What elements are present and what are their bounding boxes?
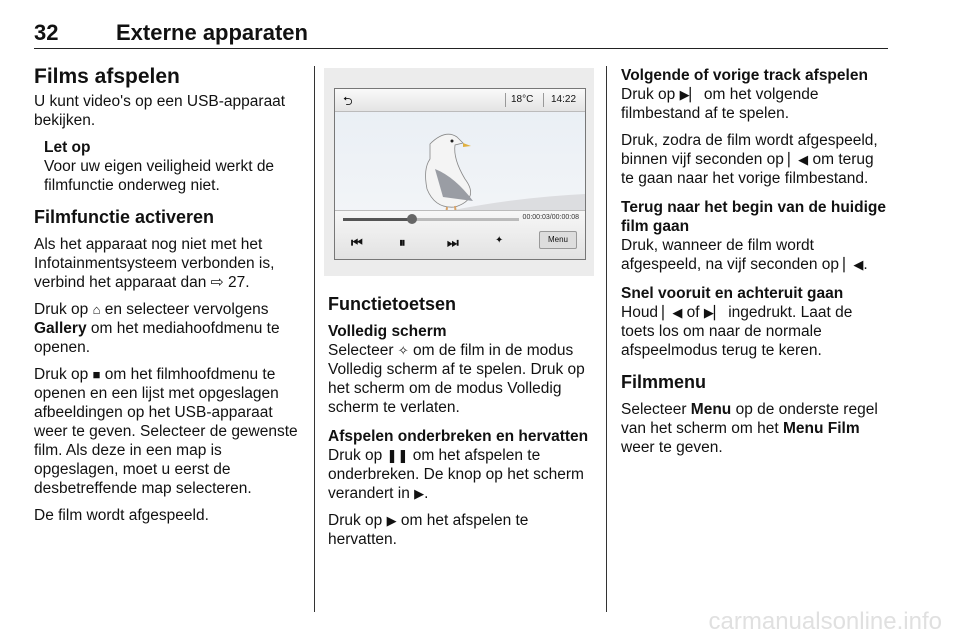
progress-bar[interactable] (343, 218, 519, 221)
menu-film-label: Menu Film (782, 420, 860, 437)
watermark: carmanualsonline.info (708, 608, 942, 635)
pause-icon: ❚❚ (386, 448, 409, 463)
column-1 (34, 64, 302, 533)
temperature-readout: 18°C (511, 94, 534, 105)
page-header-title: Externe apparaten (116, 20, 308, 45)
play-icon: ▶ (386, 513, 397, 528)
fullscreen-icon: ✧ (397, 343, 409, 358)
next-prev-title: Volgende of vorige track afspelen (621, 67, 868, 84)
divider (505, 93, 506, 107)
player-screenshot (324, 68, 594, 276)
progress-knob[interactable] (407, 214, 417, 224)
pause-resume-title: Afspelen onderbreken en hervatten (328, 428, 589, 445)
subheading-function-keys: Functietoetsen (328, 294, 457, 314)
subheading-activate: Filmfunctie activeren (34, 207, 215, 227)
play-icon: ▶ (414, 486, 425, 501)
playback-time: 00:00:03/00:00:08 (522, 214, 579, 221)
subheading-film-menu: Filmmenu (621, 372, 707, 392)
seek-paragraph: Snel vooruit en achteruit gaan Houd ▏◀ of ▶▏ ingedrukt. Laat de toets los om naar de normale afspeelmodus terug te keren. (621, 284, 889, 360)
clock-readout: 14:22 (551, 94, 577, 105)
divider (543, 93, 544, 107)
fullscreen-paragraph: Volledig scherm Selecteer ✧ om de film in de modus Volledig scherm af te spelen. Druk op het scherm om de modus Volledig scherm te verlaten. (328, 322, 594, 417)
next-track-icon: ▶▏ (679, 87, 700, 102)
note-box (34, 138, 302, 195)
previous-track-icon: ▏◀ (788, 152, 809, 167)
next-track-icon: ▶▏ (703, 305, 724, 320)
prev-track-paragraph: Druk, zodra de film wordt afgespeeld, binnen vijf seconden op ▏◀ om terug te gaan naar het vorige filmbestand. (621, 132, 878, 187)
fullscreen-button[interactable]: ✦ (495, 235, 504, 246)
page-number: 32 (34, 20, 59, 45)
note-title: Let op (44, 139, 91, 156)
restart-title: Terug naar het begin van de huidige film gaan (621, 199, 886, 235)
pause-button[interactable]: ⏸ (399, 235, 406, 250)
resume-paragraph: Druk op ▶ om het afspelen te hervatten. (328, 512, 529, 548)
previous-track-icon: ▏◀ (662, 305, 683, 320)
player-top-bar (335, 89, 585, 112)
menu-label: Menu (690, 401, 732, 418)
seek-title: Snel vooruit en achteruit gaan (621, 285, 844, 302)
home-icon: ⌂ (92, 302, 101, 317)
film-icon: ■ (92, 367, 101, 382)
paragraph-playing: De film wordt afgespeeld. (34, 507, 209, 524)
progress-fill (343, 218, 412, 221)
film-menu-paragraph: Selecteer Menu op de onderste regel van het scherm om het Menu Film weer te geven. (621, 401, 878, 456)
pause-paragraph: Afspelen onderbreken en hervatten Druk op ❚❚ om het afspelen te onderbreken. De knop op het scherm verandert in ▶. (328, 427, 594, 503)
paragraph-gallery: Druk op ⌂ en selecteer vervolgens Gallery om het mediahoofdmenu te openen. (34, 301, 280, 356)
note-text: Voor uw eigen veiligheid werkt de filmfunctie onderweg niet. (44, 158, 275, 194)
menu-button[interactable]: Menu (539, 231, 577, 249)
player-control-bar (335, 210, 585, 259)
next-track-button[interactable]: ⏭ (447, 235, 459, 250)
paragraph-film-menu: Druk op ■ om het filmhoofdmenu te openen en een lijst met opgeslagen afbeeldingen op het USB-apparaat weer te geven. Selecteer de gewenste film. Als deze in een map is opgeslagen, moet u eerst de desbetreffende map selecteren. (34, 366, 298, 497)
previous-track-button[interactable]: ⏮ (351, 235, 363, 250)
restart-paragraph: Terug naar het begin van de huidige film gaan Druk, wanneer de film wordt afgespeeld, na vijf seconden op ▏◀. (621, 198, 889, 274)
column-2 (328, 292, 594, 557)
player-screen (334, 88, 586, 260)
previous-track-icon: ▏◀ (843, 257, 864, 272)
column-divider-left (314, 66, 315, 612)
intro-text: U kunt video's op een USB-apparaat bekijken. (34, 93, 286, 129)
gallery-label: Gallery (34, 320, 87, 337)
section-heading-films: Films afspelen (34, 65, 180, 88)
column-3 (621, 66, 889, 465)
column-divider-right (606, 66, 607, 612)
page-header (34, 18, 888, 49)
next-track-paragraph: Volgende of vorige track afspelen Druk op ▶▏ om het volgende filmbestand af te spelen. (621, 66, 889, 123)
paragraph-connect: Als het apparaat nog niet met het Infotainmentsysteem verbonden is, verbind het apparaat dan ⇨ 27. (34, 236, 275, 291)
back-icon[interactable]: ⮌ (343, 94, 353, 108)
fullscreen-title: Volledig scherm (328, 323, 447, 340)
